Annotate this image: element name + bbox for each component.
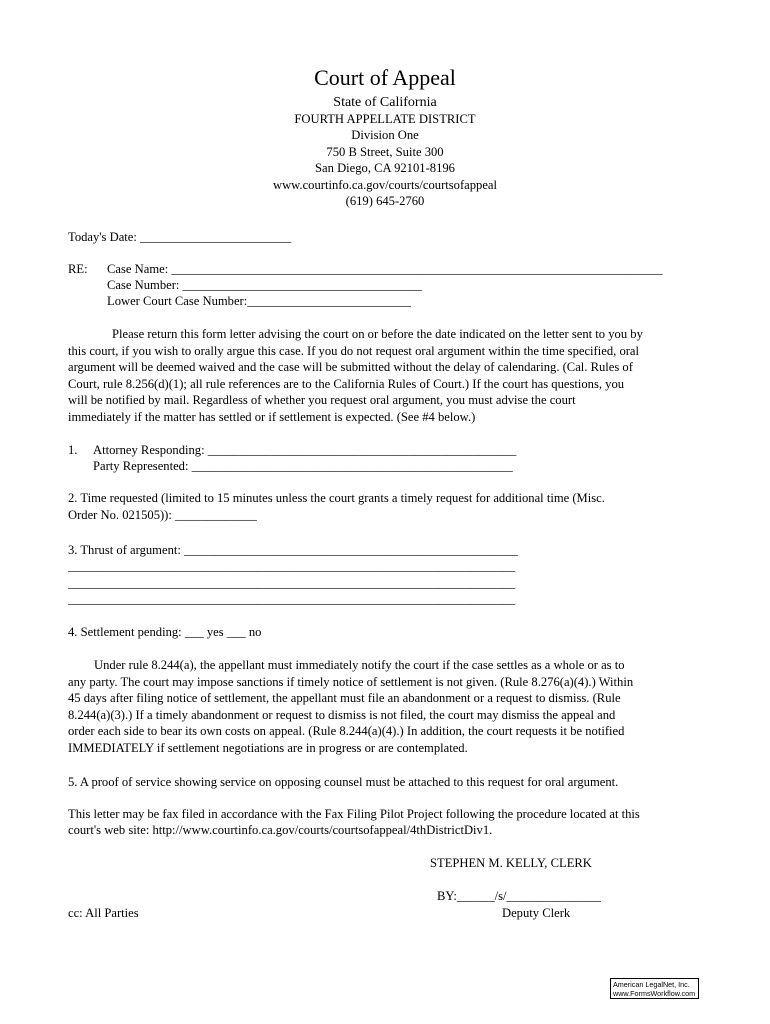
city-address: San Diego, CA 92101-8196 <box>315 161 455 176</box>
paragraph-line: will be notified by mail. Regardless of whether you request oral argument, you must advise the court <box>68 393 576 407</box>
paragraph-line: Please return this form letter advising the court on or before the date indicated on the letter sent to you by <box>112 327 643 341</box>
paragraph-line: immediately if the matter has settled or if settlement is expected. (See #4 below.) <box>68 409 476 424</box>
fax-filing-line: This letter may be fax filed in accordance with the Fax Filing Pilot Project following the procedure located at this <box>68 807 640 821</box>
paragraph-line: IMMEDIATELY if settlement negotiations are in progress or are contemplated. <box>68 740 468 755</box>
court-letterhead <box>0 64 770 209</box>
division-name: Division One <box>351 128 419 143</box>
case-name-field[interactable]: Case Name: ______________________________________________________________________________ <box>107 262 663 276</box>
paragraph-line: Under rule 8.244(a), the appellant must immediately notify the court if the case settles as a whole or as to <box>94 658 625 672</box>
paragraph-line: argument will be deemed waived and the case will be submitted without the delay of calendaring. (Cal. Rules of <box>68 360 633 374</box>
deputy-clerk-title: Deputy Clerk <box>502 906 571 920</box>
todays-date-field[interactable]: Today's Date: ________________________ <box>68 230 292 244</box>
paragraph-line: Court, rule 8.256(d)(1); all rule references are to the California Rules of Court.) If the court has questions, you <box>68 376 625 391</box>
case-number-field[interactable]: Case Number: ______________________________________ <box>107 278 422 292</box>
clerk-name: STEPHEN M. KELLY, CLERK <box>430 856 592 870</box>
state-name: State of California <box>333 95 437 110</box>
signature-line: BY:______/s/_______________ <box>437 889 601 903</box>
attorney-responding-field[interactable]: Attorney Responding: _________________________________________________ <box>93 443 517 457</box>
paragraph-line: this court, if you wish to orally argue this case. If you do not request oral argument within the time specified, oral <box>68 343 640 358</box>
court-title: Court of Appeal <box>314 65 456 90</box>
time-requested-line: 2. Time requested (limited to 15 minutes unless the court grants a timely request for additional time (Misc. <box>68 491 605 505</box>
proof-of-service-line: 5. A proof of service showing service on opposing counsel must be attached to this request for oral argument. <box>68 775 619 789</box>
time-requested-field[interactable]: Order No. 021505)): _____________ <box>68 508 257 522</box>
paragraph-line: any party. The court may impose sanctions if timely notice of settlement is not given. (Rule 8.276(a)(4).) Within <box>68 674 634 689</box>
fax-filing-website-line: court's web site: http://www.courtinfo.ca.gov/courts/courtsofappeal/4thDistrictDiv1. <box>68 823 493 837</box>
argument-blank-line[interactable]: _______________________________________________________________________ <box>68 592 516 606</box>
paragraph-line: 8.244(a)(3).) If a timely abandonment or request to dismiss is not filed, the court may dismiss the appeal and <box>68 707 616 722</box>
argument-blank-line[interactable]: _______________________________________________________________________ <box>68 559 516 573</box>
argument-blank-line[interactable]: _______________________________________________________________________ <box>68 576 516 590</box>
paragraph-line: 45 days after filing notice of settlement, the appellant must file an abandonment or a request to dismiss. (Rule <box>68 691 621 705</box>
vendor-name: American LegalNet, Inc. <box>613 980 690 989</box>
instructions-paragraph <box>68 326 708 425</box>
court-phone: (619) 645-2760 <box>345 194 425 209</box>
settlement-pending-field[interactable]: 4. Settlement pending: ___ yes ___ no <box>68 625 262 639</box>
re-label: RE: <box>68 262 88 276</box>
vendor-website: www.FormsWorkflow.com <box>613 989 696 998</box>
cc-all-parties: cc: All Parties <box>68 906 139 920</box>
item-1-number: 1. <box>68 443 78 457</box>
paragraph-line: order each side to bear its own costs on appeal. (Rule 8.244(a)(4).) In addition, the court requests it be notified <box>68 724 625 738</box>
lower-court-case-number-field[interactable]: Lower Court Case Number:__________________________ <box>107 294 411 308</box>
thrust-of-argument-field[interactable]: 3. Thrust of argument: _____________________________________________________ <box>68 543 518 557</box>
court-website: www.courtinfo.ca.gov/courts/courtsofappeal <box>272 177 498 192</box>
vendor-footer-box <box>610 978 699 999</box>
party-represented-field[interactable]: Party Represented: ___________________________________________________ <box>93 459 513 473</box>
street-address: 750 B Street, Suite 300 <box>326 144 444 159</box>
district-name: FOURTH APPELLATE DISTRICT <box>294 112 476 126</box>
settlement-rule-paragraph <box>68 657 708 756</box>
